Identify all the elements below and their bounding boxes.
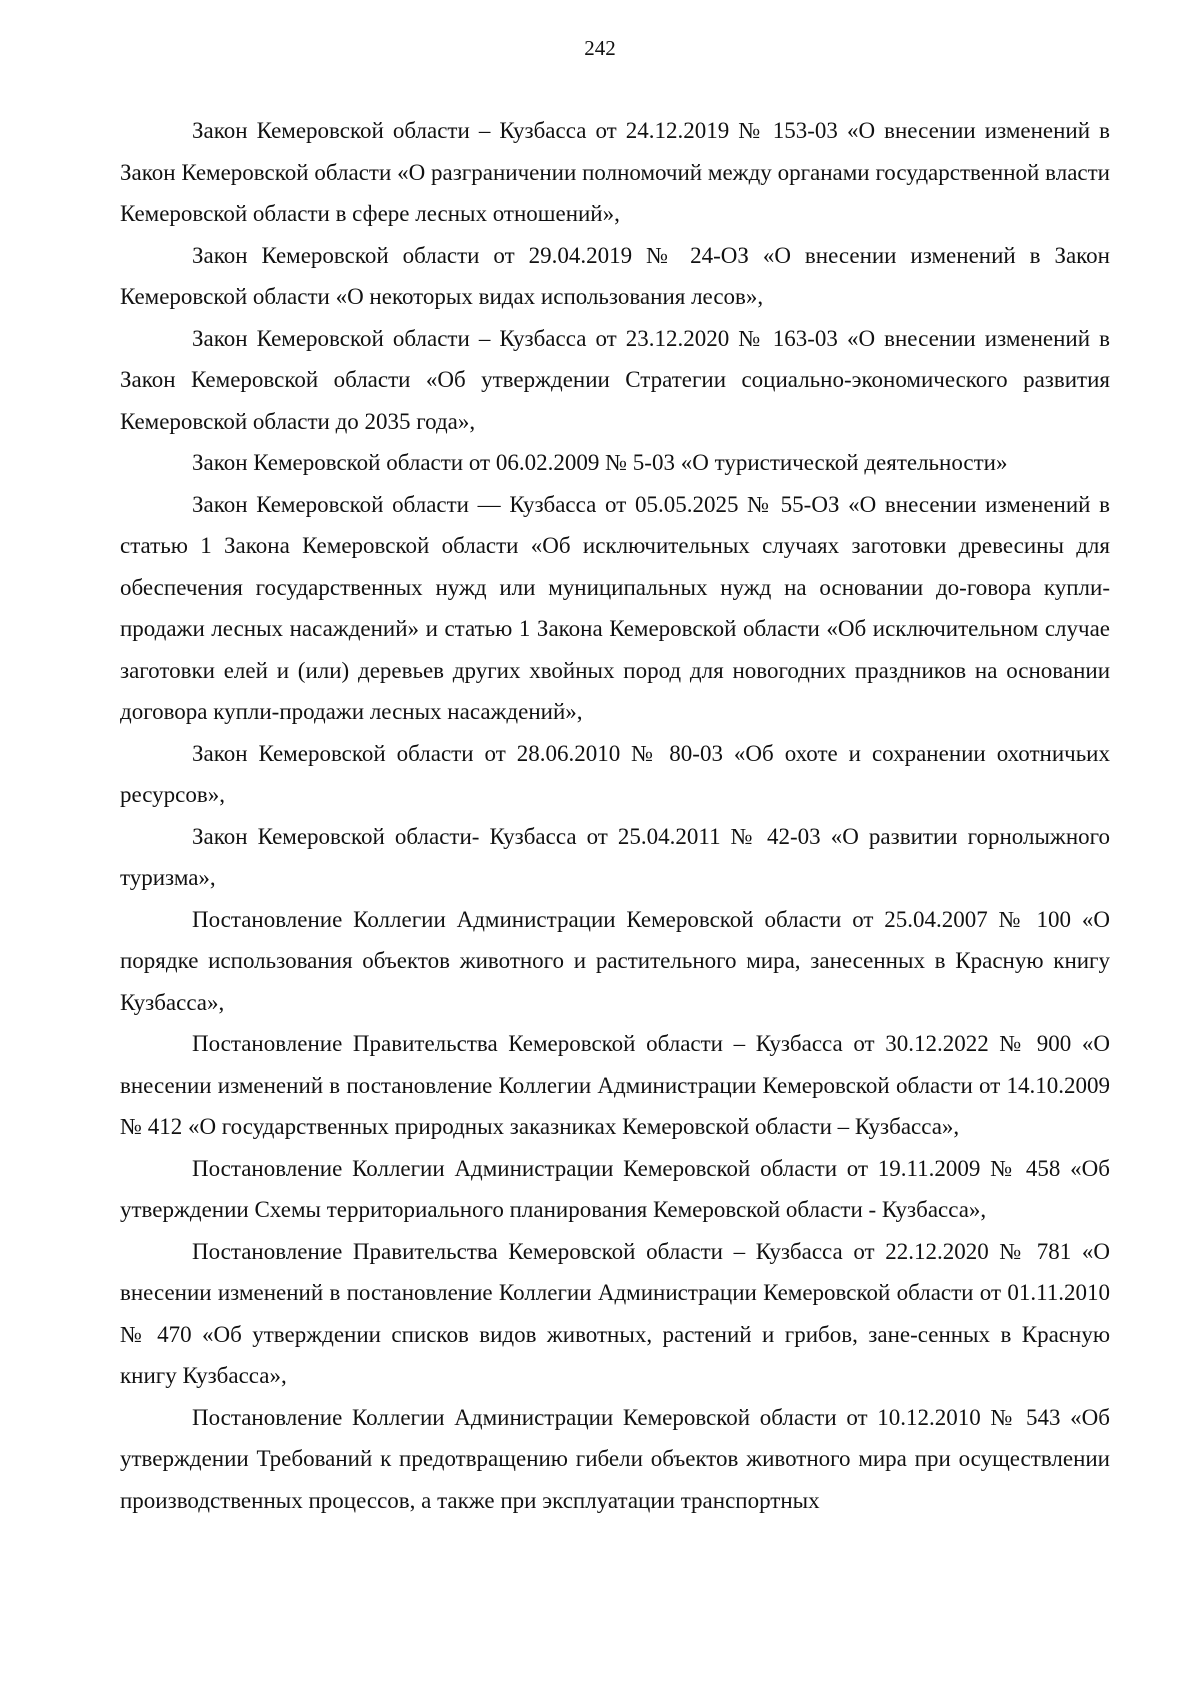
paragraph-law-80-03: Закон Кемеровской области от 28.06.2010 № 80-03 «Об охоте и сохранении охотничьих ресурсов», xyxy=(120,740,1110,807)
paragraph-law-153-03: Закон Кемеровской области – Кузбасса от 24.12.2019 № 153-03 «О внесении изменений в Закон Кемеровской области «О разграничении полномочий между органами государственной власти Кемеровской области в сфере лесных отношений», xyxy=(120,118,1110,226)
paragraph-resolution-900: Постановление Правительства Кемеровской области – Кузбасса от 30.12.2022 № 900 «О внесении изменений в постановление Коллегии Администрации Кемеровской области от 14.10.2009 № 412 «О государственных природных заказниках Кемеровской области – Кузбасса», xyxy=(120,1031,1110,1139)
paragraph-law-24-oz: Закон Кемеровской области от 29.04.2019 № 24-ОЗ «О внесении изменений в Закон Кемеровской области «О некоторых видах использования лесов», xyxy=(120,242,1110,309)
paragraph-law-42-03: Закон Кемеровской области- Кузбасса от 25.04.2011 № 42-03 «О развитии горнолыжного туризма», xyxy=(120,823,1110,890)
document-body xyxy=(120,110,1110,1521)
paragraph-law-55-oz: Закон Кемеровской области — Кузбасса от 05.05.2025 № 55-ОЗ «О внесении изменений в статью 1 Закона Кемеровской области «Об исключительных случаях заготовки древесины для обеспечения государственных нужд или муниципальных нужд на основании до-говора купли-продажи лесных насаждений» и статью 1 Закона Кемеровской области «Об исключительном случае заготовки елей и (или) деревьев других хвойных пород для новогодних праздников на основании договора купли-продажи лесных насаждений», xyxy=(120,491,1110,724)
page-number: 242 xyxy=(584,36,616,60)
paragraph-law-5-03: Закон Кемеровской области от 06.02.2009 № 5-03 «О туристической деятельности» xyxy=(192,450,1008,475)
paragraph-resolution-781: Постановление Правительства Кемеровской области – Кузбасса от 22.12.2020 № 781 «О внесении изменений в постановление Коллегии Администрации Кемеровской области от 01.11.2010 № 470 «Об утверждении списков видов животных, растений и грибов, зане-сенных в Красную книгу Кузбасса», xyxy=(120,1238,1110,1388)
paragraph-resolution-458: Постановление Коллегии Администрации Кемеровской области от 19.11.2009 № 458 «Об утверждении Схемы территориального планирования Кемеровской области - Кузбасса», xyxy=(120,1155,1110,1222)
paragraph-resolution-100: Постановление Коллегии Администрации Кемеровской области от 25.04.2007 № 100 «О порядке использования объектов животного и растительного мира, занесенных в Красную книгу Кузбасса», xyxy=(120,906,1110,1015)
paragraph-law-163-03: Закон Кемеровской области – Кузбасса от 23.12.2020 № 163-03 «О внесении изменений в Закон Кемеровской области «Об утверждении Стратегии социально-экономического развития Кемеровской области до 2035 года», xyxy=(120,325,1110,434)
paragraph-resolution-543: Постановление Коллегии Администрации Кемеровской области от 10.12.2010 № 543 «Об утверждении Требований к предотвращению гибели объектов животного мира при осуществлении производственных процессов, а также при эксплуатации транспортных xyxy=(120,1404,1110,1513)
